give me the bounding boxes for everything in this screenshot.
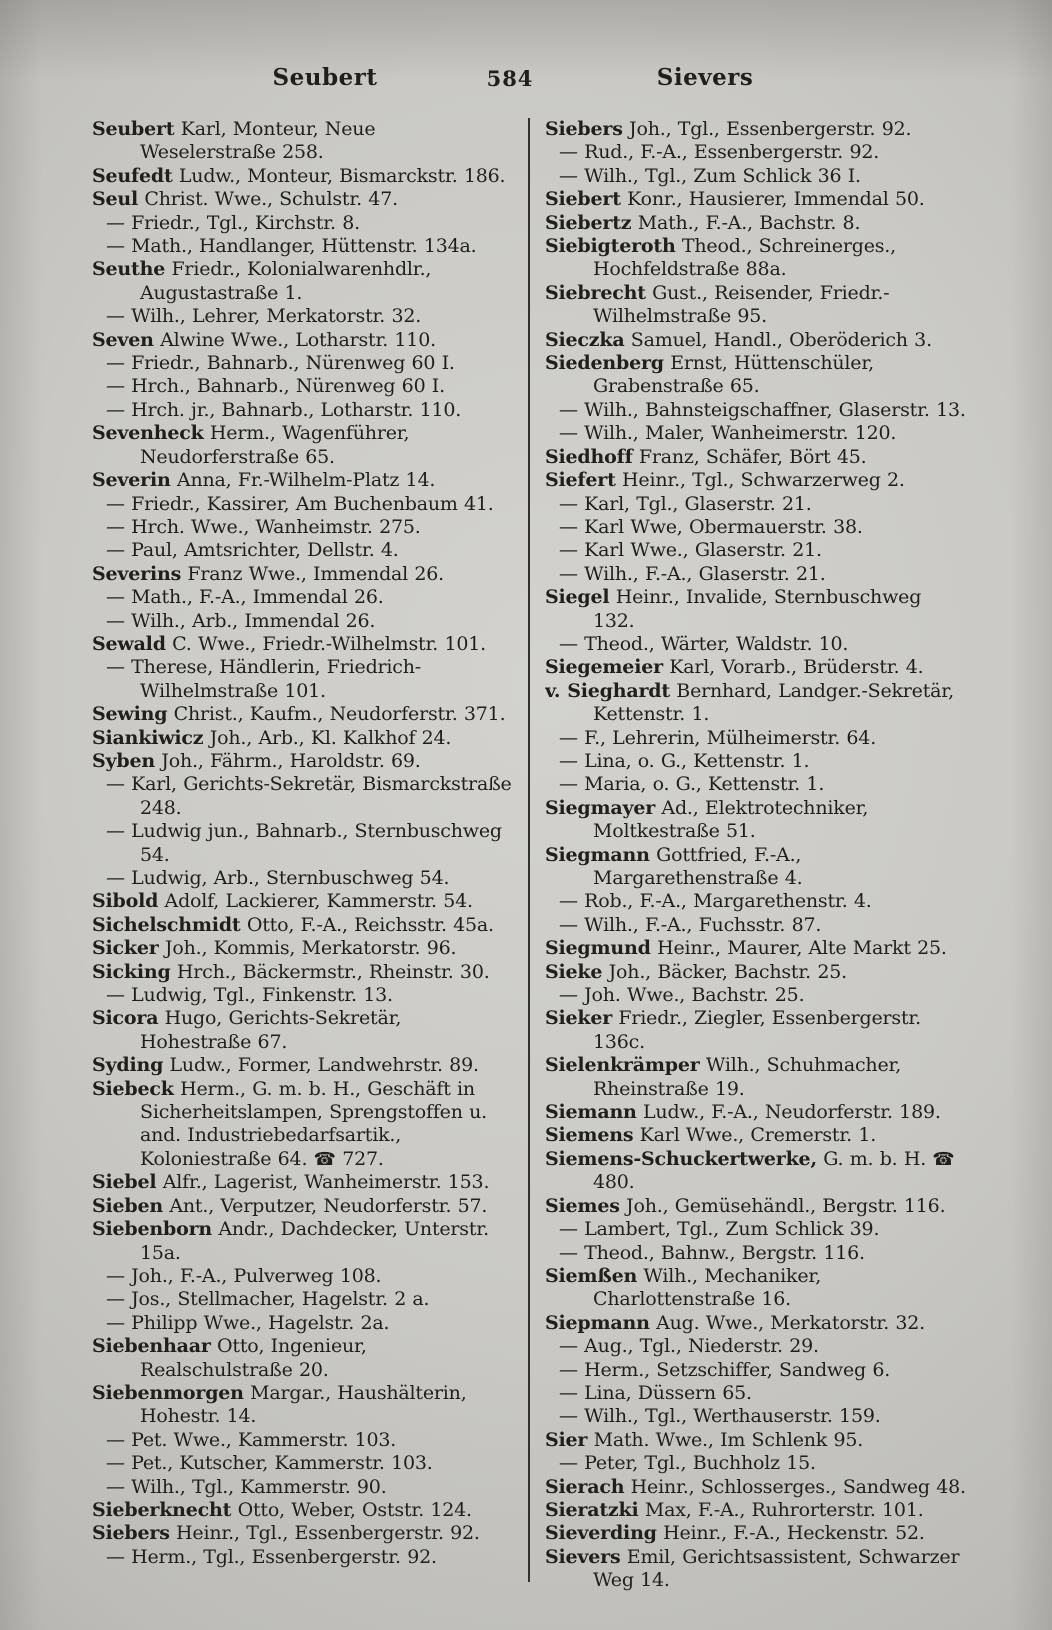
entry-surname: Siankiwicz xyxy=(92,726,204,749)
entry-surname: Sieverding xyxy=(545,1522,657,1545)
entry-surname: Sieczka xyxy=(545,328,625,351)
directory-entry: v. Sieghardt Bernhard, Landger.-Sekretär, Kettenstr. 1. xyxy=(545,679,954,726)
directory-entry: — Wilh., Arb., Immendal 26. xyxy=(106,609,376,632)
entry-surname: Siemann xyxy=(545,1101,637,1124)
directory-entry: — Lina, Düssern 65. xyxy=(559,1381,752,1404)
entry-surname: Sichelschmidt xyxy=(92,913,241,936)
directory-entry: Siemßen Wilh., Mechaniker, Charlottenstraße 16. xyxy=(545,1264,822,1311)
directory-entry: — F., Lehrerin, Mülheimerstr. 64. xyxy=(559,726,877,749)
entry-surname: Siepmann xyxy=(545,1311,650,1334)
directory-entry: Siemens-Schuckertwerke, G. m. b. H. ☎ 480. xyxy=(545,1147,955,1194)
entry-surname: Severins xyxy=(92,562,182,585)
directory-entry: Siebeck Herm., G. m. b. H., Geschäft in Sicherheitslampen, Sprengstoffen u. and. Industriebedarfsartik., Koloniestraße 64. ☎ 727. xyxy=(92,1077,487,1170)
directory-entry: Sieratzki Max, F.-A., Ruhrorterstr. 101. xyxy=(545,1498,924,1521)
directory-entry: — Wilh., Tgl., Kammerstr. 90. xyxy=(106,1475,387,1498)
entry-surname: Sierach xyxy=(545,1475,625,1498)
directory-entry: — Joh. Wwe., Bachstr. 25. xyxy=(559,984,805,1007)
entry-surname: Seul xyxy=(92,188,139,211)
directory-entry: — Hrch. jr., Bahnarb., Lotharstr. 110. xyxy=(106,398,462,421)
column-divider xyxy=(528,118,530,1582)
entry-surname: Siedhoff xyxy=(545,445,633,468)
entry-surname: Sevenheck xyxy=(92,422,204,445)
entry-surname: Seubert xyxy=(92,118,175,140)
directory-entry: — Herm., Setzschiffer, Sandweg 6. xyxy=(559,1358,891,1381)
directory-entry: Siebrecht Gust., Reisender, Friedr.-Wilhelmstraße 95. xyxy=(545,281,890,328)
entry-surname: Sielenkrämper xyxy=(545,1054,700,1077)
directory-entry: Siebenmorgen Margar., Haushälterin, Hohestr. 14. xyxy=(92,1381,467,1428)
directory-entry: Siemann Ludw., F.-A., Neudorferstr. 189. xyxy=(545,1101,941,1124)
telephone-icon: ☎ xyxy=(313,1148,336,1170)
directory-entry: Sieben Ant., Verputzer, Neudorferstr. 57. xyxy=(92,1194,488,1217)
directory-entry: — Karl Wwe, Obermauerstr. 38. xyxy=(559,515,863,538)
entry-surname: Sewing xyxy=(92,703,168,726)
directory-entry: Siegmayer Ad., Elektrotechniker, Moltkestraße 51. xyxy=(545,796,869,843)
directory-entry: Seuthe Friedr., Kolonialwarenhdlr., Augustastraße 1. xyxy=(92,258,432,304)
directory-entry: — Theod., Wärter, Waldstr. 10. xyxy=(559,632,849,655)
directory-entry: — Therese, Händlerin, Friedrich-Wilhelmstraße 101. xyxy=(106,656,421,702)
directory-entry: — Ludwig, Tgl., Finkenstr. 13. xyxy=(106,984,393,1007)
directory-entry: Seven Alwine Wwe., Lotharstr. 110. xyxy=(92,328,436,351)
entry-surname: Seuthe xyxy=(92,258,166,281)
directory-entry: Siegmann Gottfried, F.-A., Margarethenstraße 4. xyxy=(545,843,803,889)
directory-entry: — Jos., Stellmacher, Hagelstr. 2 a. xyxy=(106,1288,430,1311)
directory-entry: Siemens Karl Wwe., Cremerstr. 1. xyxy=(545,1124,877,1147)
directory-entry: — Karl, Tgl., Glaserstr. 21. xyxy=(559,492,812,515)
entry-surname: Sicking xyxy=(92,960,171,983)
header-keyword-right: Sievers xyxy=(656,64,754,91)
entry-surname: Severin xyxy=(92,469,171,492)
directory-entry: — Herm., Tgl., Essenbergerstr. 92. xyxy=(106,1545,437,1568)
entry-surname: Siemes xyxy=(545,1194,620,1217)
entry-surname: Sicker xyxy=(92,937,159,960)
directory-entry: Siemes Joh., Gemüsehändl., Bergstr. 116. xyxy=(545,1194,946,1217)
right-column xyxy=(545,118,966,1612)
directory-entry: Seul Christ. Wwe., Schulstr. 47. xyxy=(92,188,398,211)
entry-surname: Syben xyxy=(92,749,155,772)
entry-surname: Siebert xyxy=(545,188,621,211)
directory-entry: Sieker Friedr., Ziegler, Essenbergerstr. 136c. xyxy=(545,1007,922,1053)
entry-surname: Siebel xyxy=(92,1171,157,1194)
directory-entry: — Friedr., Tgl., Kirchstr. 8. xyxy=(106,211,360,234)
directory-entry: Siefert Heinr., Tgl., Schwarzerweg 2. xyxy=(545,469,905,492)
directory-entry: Sieberknecht Otto, Weber, Oststr. 124. xyxy=(92,1498,472,1521)
directory-entry: — Ludwig jun., Bahnarb., Sternbuschweg 54. xyxy=(106,820,502,866)
directory-entry: — Karl Wwe., Glaserstr. 21. xyxy=(559,539,822,562)
entry-surname: Siegmann xyxy=(545,843,650,866)
page-header xyxy=(0,0,1052,116)
directory-entry: — Pet. Wwe., Kammerstr. 103. xyxy=(106,1428,397,1451)
directory-entry: — Joh., F.-A., Pulverweg 108. xyxy=(106,1264,382,1287)
directory-entry: Syben Joh., Fährm., Haroldstr. 69. xyxy=(92,749,421,772)
directory-entry: Sewald C. Wwe., Friedr.-Wilhelmstr. 101. xyxy=(92,632,486,655)
entry-surname: Siedenberg xyxy=(545,352,664,375)
directory-entry: Siebers Heinr., Tgl., Essenbergerstr. 92. xyxy=(92,1522,480,1545)
directory-entry: — Maria, o. G., Kettenstr. 1. xyxy=(559,773,825,796)
entry-surname: Siebenhaar xyxy=(92,1335,211,1358)
directory-entry: Syding Ludw., Former, Landwehrstr. 89. xyxy=(92,1054,479,1077)
directory-entry: — Wilh., Bahnsteigschaffner, Glaserstr. 13. xyxy=(559,398,966,421)
directory-entry: — Wilh., Tgl., Werthauserstr. 159. xyxy=(559,1405,881,1428)
directory-entry: Siebenhaar Otto, Ingenieur, Realschulstraße 20. xyxy=(92,1335,367,1381)
directory-entry: Sierach Heinr., Schlosserges., Sandweg 48. xyxy=(545,1475,966,1498)
entry-surname: Siegmayer xyxy=(545,796,656,819)
directory-entry: Siebertz Math., F.-A., Bachstr. 8. xyxy=(545,211,861,234)
entry-surname: Siebenborn xyxy=(92,1218,212,1241)
directory-entry: — Wilh., Tgl., Zum Schlick 36 I. xyxy=(559,164,861,187)
directory-entry: Sieke Joh., Bäcker, Bachstr. 25. xyxy=(545,960,847,983)
directory-entry: Severins Franz Wwe., Immendal 26. xyxy=(92,562,444,585)
directory-entry: Siebert Konr., Hausierer, Immendal 50. xyxy=(545,188,925,211)
directory-entry: — Math., Handlanger, Hüttenstr. 134a. xyxy=(106,235,477,258)
telephone-icon: ☎ xyxy=(932,1148,955,1170)
entry-surname: Sieker xyxy=(545,1007,613,1030)
header-keyword-left: Seubert xyxy=(272,64,378,91)
directory-entry: Siebel Alfr., Lagerist, Wanheimerstr. 153. xyxy=(92,1171,490,1194)
entry-surname: Siebenmorgen xyxy=(92,1381,244,1404)
entry-surname: Siemens-Schuckertwerke, xyxy=(545,1147,817,1170)
entry-surname: Siemens xyxy=(545,1124,634,1147)
entry-surname: v. Sieghardt xyxy=(545,679,670,702)
entry-surname: Sieberknecht xyxy=(92,1498,232,1521)
directory-entry: — Ludwig, Arb., Sternbuschweg 54. xyxy=(106,867,450,889)
directory-entry: Sielenkrämper Wilh., Schuhmacher, Rheinstraße 19. xyxy=(545,1054,902,1100)
directory-entry: Siegel Heinr., Invalide, Sternbuschweg 132. xyxy=(545,586,922,632)
directory-entry: — Math., F.-A., Immendal 26. xyxy=(106,586,384,609)
directory-entry: — Karl, Gerichts-Sekretär, Bismarckstraße 248. xyxy=(106,773,512,819)
directory-entry: Siankiwicz Joh., Arb., Kl. Kalkhof 24. xyxy=(92,726,452,749)
entry-surname: Sibold xyxy=(92,890,159,913)
entry-surname: Siefert xyxy=(545,469,616,492)
directory-entry: — Friedr., Kassirer, Am Buchenbaum 41. xyxy=(106,492,494,515)
directory-entry: Sier Math. Wwe., Im Schlenk 95. xyxy=(545,1428,864,1451)
entry-surname: Siegel xyxy=(545,586,610,609)
directory-entry: Siebers Joh., Tgl., Essenbergerstr. 92. xyxy=(545,118,912,140)
directory-columns xyxy=(92,118,966,1612)
entry-surname: Siebers xyxy=(545,118,623,140)
entry-surname: Sievers xyxy=(545,1545,621,1568)
directory-entry: — Aug., Tgl., Niederstr. 29. xyxy=(559,1335,819,1358)
entry-surname: Siebers xyxy=(92,1522,170,1545)
entry-surname: Siebigteroth xyxy=(545,235,676,258)
page-number: 584 xyxy=(486,66,534,91)
entry-surname: Sieke xyxy=(545,960,603,983)
entry-surname: Sicora xyxy=(92,1007,159,1030)
directory-entry: Sicking Hrch., Bäckermstr., Rheinstr. 30. xyxy=(92,960,490,983)
directory-entry: — Friedr., Bahnarb., Nürenweg 60 I. xyxy=(106,352,455,375)
directory-entry: Seufedt Ludw., Monteur, Bismarckstr. 186. xyxy=(92,164,506,187)
directory-entry: — Philipp Wwe., Hagelstr. 2a. xyxy=(106,1311,390,1334)
directory-entry: — Theod., Bahnw., Bergstr. 116. xyxy=(559,1241,865,1264)
entry-surname: Seven xyxy=(92,328,154,351)
entry-surname: Seufedt xyxy=(92,164,173,187)
directory-entry: Sicora Hugo, Gerichts-Sekretär, Hohestraße 67. xyxy=(92,1007,402,1053)
directory-entry: — Wilh., F.-A., Fuchsstr. 87. xyxy=(559,913,822,936)
entry-surname: Siebertz xyxy=(545,211,632,234)
directory-entry: Siegmund Heinr., Maurer, Alte Markt 25. xyxy=(545,937,947,960)
entry-surname: Sier xyxy=(545,1428,588,1451)
entry-surname: Siegemeier xyxy=(545,656,663,679)
left-column xyxy=(92,118,513,1612)
entry-surname: Sieratzki xyxy=(545,1498,639,1521)
directory-entry: Sicker Joh., Kommis, Merkatorstr. 96. xyxy=(92,937,457,960)
directory-entry: — Rud., F.-A., Essenbergerstr. 92. xyxy=(559,141,880,164)
directory-entry: Sieverding Heinr., F.-A., Heckenstr. 52. xyxy=(545,1522,925,1545)
directory-entry: Sevenheck Herm., Wagenführer, Neudorferstraße 65. xyxy=(92,422,410,468)
directory-entry: — Wilh., Lehrer, Merkatorstr. 32. xyxy=(106,305,422,328)
directory-entry: Siebigteroth Theod., Schreinerges., Hochfeldstraße 88a. xyxy=(545,235,896,281)
directory-entry: — Hrch., Bahnarb., Nürenweg 60 I. xyxy=(106,375,445,398)
directory-entry: Sieczka Samuel, Handl., Oberöderich 3. xyxy=(545,328,932,351)
directory-entry: — Paul, Amtsrichter, Dellstr. 4. xyxy=(106,539,399,562)
directory-entry: — Pet., Kutscher, Kammerstr. 103. xyxy=(106,1452,433,1475)
directory-entry: — Peter, Tgl., Buchholz 15. xyxy=(559,1452,816,1475)
entry-surname: Syding xyxy=(92,1054,164,1077)
directory-entry: Severin Anna, Fr.-Wilhelm-Platz 14. xyxy=(92,469,436,492)
directory-entry: — Lina, o. G., Kettenstr. 1. xyxy=(559,749,810,772)
directory-entry: Siedhoff Franz, Schäfer, Bört 45. xyxy=(545,445,867,468)
directory-entry: Siebenborn Andr., Dachdecker, Unterstr. 15a. xyxy=(92,1218,489,1264)
directory-entry: — Hrch. Wwe., Wanheimstr. 275. xyxy=(106,515,421,538)
directory-entry: Siegemeier Karl, Vorarb., Brüderstr. 4. xyxy=(545,656,924,679)
directory-entry: Seubert Karl, Monteur, Neue Weselerstraße 258. xyxy=(92,118,376,164)
directory-entry: — Wilh., F.-A., Glaserstr. 21. xyxy=(559,562,826,585)
entry-surname: Siemßen xyxy=(545,1264,638,1287)
entry-surname: Siegmund xyxy=(545,937,651,960)
directory-entry: Siepmann Aug. Wwe., Merkatorstr. 32. xyxy=(545,1311,926,1334)
directory-entry: Sibold Adolf, Lackierer, Kammerstr. 54. xyxy=(92,890,473,913)
entry-surname: Siebeck xyxy=(92,1077,174,1100)
entry-surname: Sewald xyxy=(92,632,166,655)
directory-entry: — Wilh., Maler, Wanheimerstr. 120. xyxy=(559,422,897,445)
directory-entry: — Lambert, Tgl., Zum Schlick 39. xyxy=(559,1218,880,1241)
entry-surname: Siebrecht xyxy=(545,281,646,304)
directory-entry: Sewing Christ., Kaufm., Neudorferstr. 371. xyxy=(92,703,506,726)
entry-surname: Sieben xyxy=(92,1194,164,1217)
directory-entry: Sievers Emil, Gerichtsassistent, Schwarzer Weg 14. xyxy=(545,1545,960,1592)
directory-entry: — Rob., F.-A., Margarethenstr. 4. xyxy=(559,890,872,913)
directory-entry: Siedenberg Ernst, Hüttenschüler, Grabenstraße 65. xyxy=(545,352,874,398)
directory-entry: Sichelschmidt Otto, F.-A., Reichsstr. 45a. xyxy=(92,913,494,936)
